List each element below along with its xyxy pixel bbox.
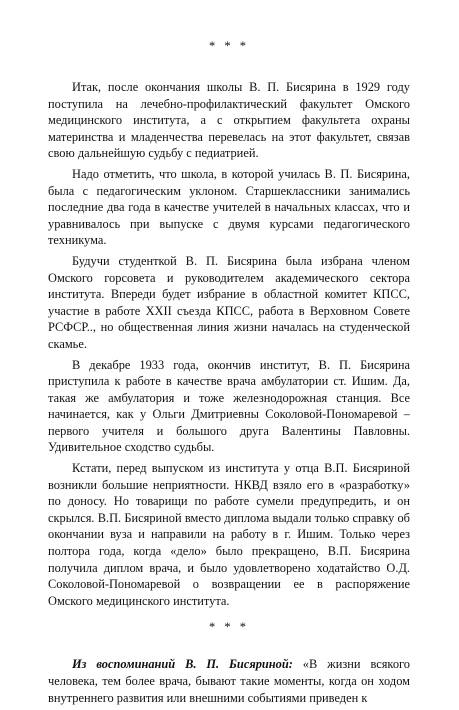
quote-lead: Из воспоминаний В. П. Бисяриной: <box>72 657 293 672</box>
page-body <box>48 38 410 710</box>
quote-text: «В жизни всякого человека, тем более врача, бывают такие моменты, когда он ходом внутреннего развития или внешними событиями приведен к <box>48 657 410 705</box>
paragraph-5: Кстати, перед выпуском из института у отца В.П. Бисяриной возникли большие неприятности. НКВД взяло его в «разработку» по доносу. Но товарищи по работе сумели предупредить, и он скрылся. В.П. Бисяриной вместо диплома выдали только справку об окончании вуза и направили на работу в г. Ишим. Только через полтора года, когда «дело» было прекращено, В.П. Бисярина получила диплом врача, и было удовлетворено ходатайство О.Д. Соколовой-Пономаревой о возвращении ее в распоряжение Омского медицинского института. <box>48 461 410 608</box>
paragraph-1: Итак, после окончания школы В. П. Бисярина в 1929 году поступила на лечебно-профилактический факультет Омского медицинского института, а с открытием факультета охраны материнства и младенчества перевелась на этот факультет, связав свою дальнейшую судьбу с педиатрией. <box>48 80 410 161</box>
paragraph-2: Надо отметить, что школа, в которой училась В. П. Бисярина, была с педагогическим уклоном. Старшеклассники занимались последние два года в качестве учителей в начальных классах, что и уравнивалось при выпуске с двумя курсами педагогического техникума. <box>48 166 410 248</box>
section-separator-mid: * * * <box>209 620 249 635</box>
paragraph-3: Будучи студенткой В. П. Бисярина была избрана членом Омского горсовета и руководителем академического сектора института. Впереди будет избрание в областной комитет КПСС, участие в работе XXII съезда КПСС, работа в Верховном Совете РСФСР.., но общественная линия жизни началась на студенческой скамье. <box>48 253 410 351</box>
quote-paragraph <box>48 656 410 706</box>
section-separator-top: * * * <box>209 39 249 53</box>
paragraph-4: В декабре 1933 года, окончив институт, В. П. Бисярина приступила к работе в качестве врача амбулатории ст. Ишим. Да, такая же амбулатория и тоже железнодорожная станция. Все начинается, как у Ольги Дмитриевны Соколовой-Пономаревой – первого учителя и большого друга Валентины Павловны. Удивительное сходство судьбы. <box>48 357 410 455</box>
